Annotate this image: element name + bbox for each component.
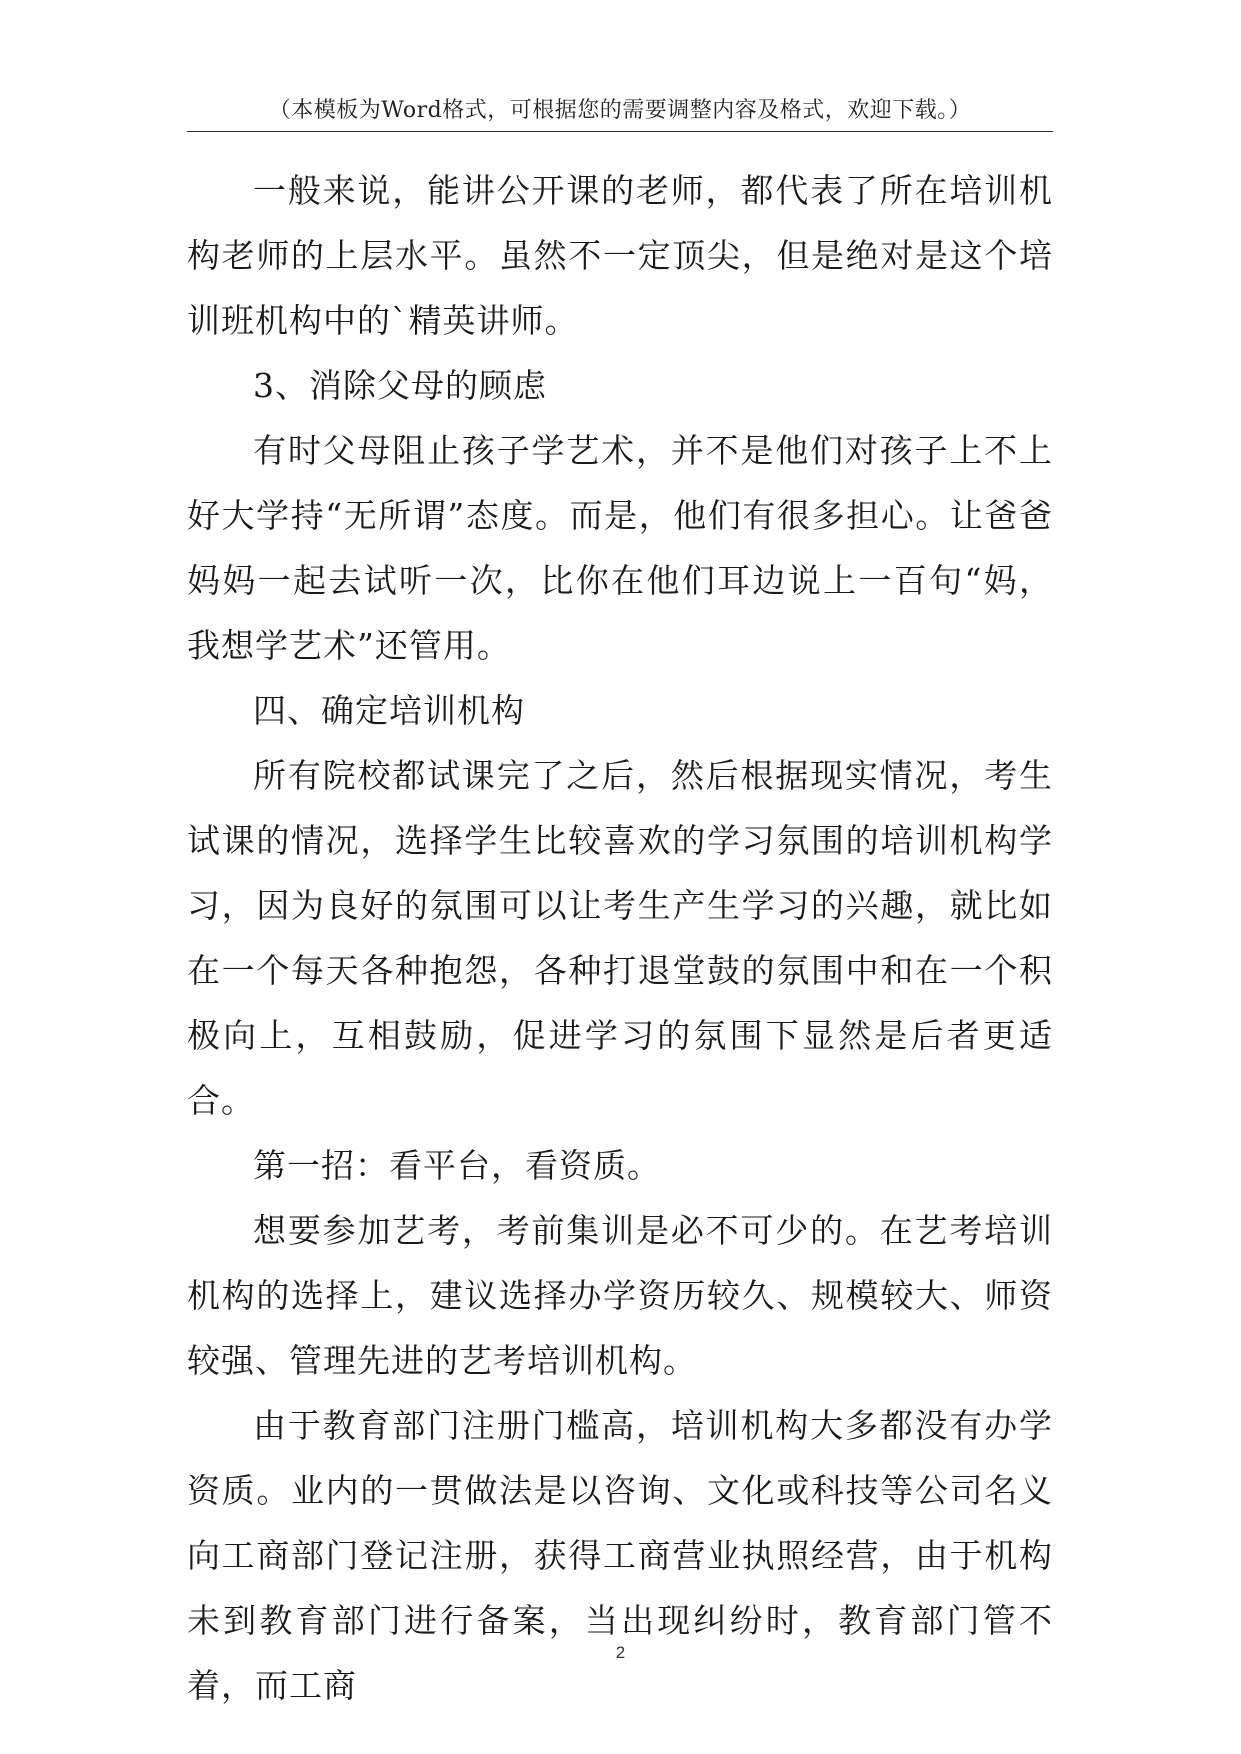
paragraph-registration-qualification: 由于教育部门注册门槛高，培训机构大多都没有办学资质。业内的一贯做法是以咨询、文化或科技等公司名义向工商部门登记注册，获得工商营业执照经营，由于机构未到教育部门进行备案，当出现纠纷时，教育部门管不着，而工商 [187,1406,1053,1705]
paragraph-parents-concerns: 有时父母阻止孩子学艺术，并不是他们对孩子上不上好大学持“无所谓”态度。而是，他们有很多担心。让爸爸妈妈一起去试听一次，比你在他们耳边说上一百句“妈，我想学艺术”还管用。 [187,431,1053,665]
heading-choose-training-institution: 四、确定培训机构 [253,691,525,730]
paragraph-learning-atmosphere: 所有院校都试课完了之后，然后根据现实情况，考生试课的情况，选择学生比较喜欢的学习氛围的培训机构学习，因为良好的氛围可以让考生产生学习的兴趣，就比如在一个每天各种抱怨，各种打退堂鼓的氛围中和在一个积极向上，互相鼓励，促进学习的氛围下显然是后者更适合。 [187,756,1053,1120]
template-note-header: （本模板为Word格式，可根据您的需要调整内容及格式，欢迎下载。） [268,98,972,123]
header-divider [187,131,1053,132]
heading-first-tip: 第一招：看平台，看资质。 [253,1146,661,1185]
document-body [187,158,1053,1718]
page-number: 2 [615,1643,626,1662]
paragraph-open-class-teachers: 一般来说，能讲公开课的老师，都代表了所在培训机构老师的上层水平。虽然不一定顶尖，但是绝对是这个培训班机构中的`精英讲师。 [187,171,1053,340]
heading-eliminate-parents-concerns: 3、消除父母的顾虑 [253,366,547,405]
paragraph-pre-exam-training: 想要参加艺考，考前集训是必不可少的。在艺考培训机构的选择上，建议选择办学资历较久、规模较大、师资较强、管理先进的艺考培训机构。 [187,1211,1053,1380]
